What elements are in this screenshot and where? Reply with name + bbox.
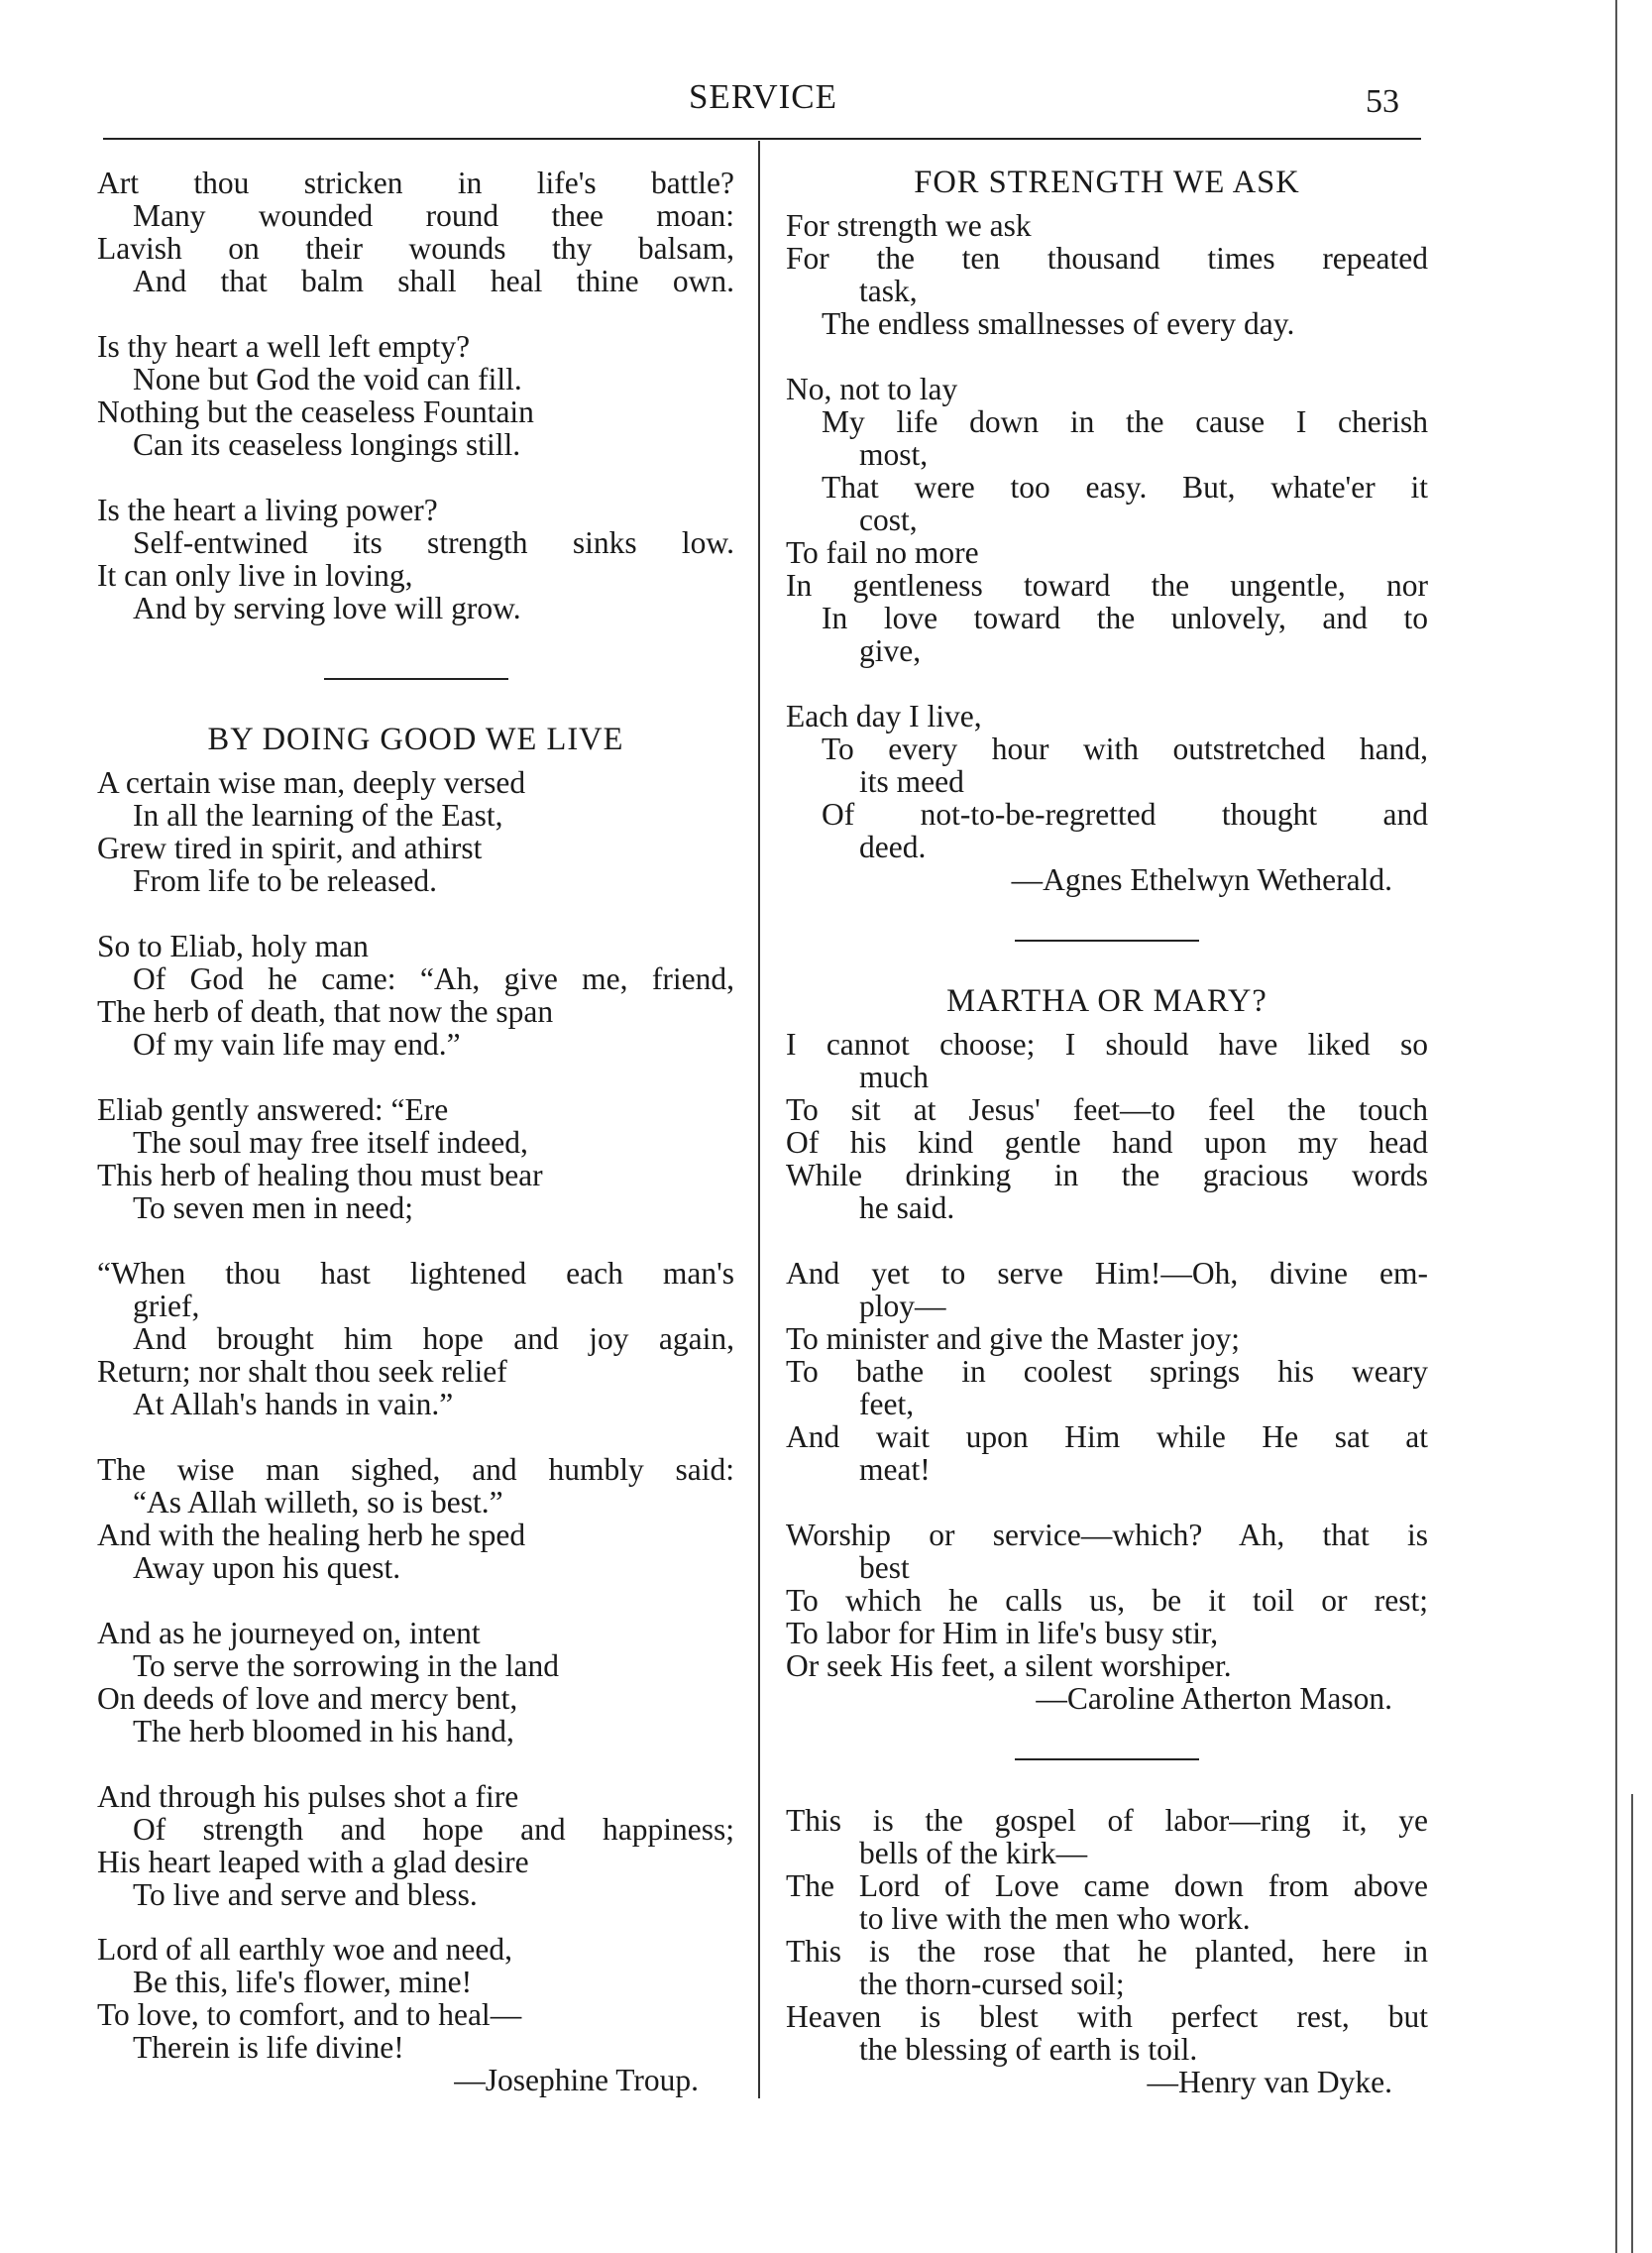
verse-line: To serve the sorrowing in the land: [133, 1648, 559, 1683]
verse-line: Eliab gently answered: “Ere: [97, 1092, 449, 1127]
stanza: [97, 330, 734, 461]
verse-line: meat!: [859, 1452, 931, 1487]
verse-line: And brought him hope and joy again,: [133, 1321, 734, 1356]
stanza: [97, 494, 734, 624]
verse-line: To which he calls us, be it toil or rest;: [786, 1583, 1428, 1618]
verse-line: And through his pulses shot a fire: [97, 1779, 519, 1814]
attribution: —Caroline Atherton Mason.: [1036, 1681, 1392, 1716]
verse-line: I cannot choose; I should have liked so: [786, 1027, 1428, 1062]
verse-line: Or seek His feet, a silent worshiper.: [786, 1648, 1232, 1683]
verse-line: Return; nor shalt thou seek relief: [97, 1354, 507, 1389]
verse-line: This herb of healing thou must bear: [97, 1158, 543, 1192]
verse-line: To seven men in need;: [133, 1190, 413, 1225]
page-edge-line: [1615, 0, 1617, 2253]
left-column: [97, 167, 734, 2096]
verse-line: The herb bloomed in his hand,: [133, 1714, 514, 1748]
verse-line: In love toward the unlovely, and to: [822, 601, 1428, 635]
verse-line: None but God the void can fill.: [133, 362, 522, 396]
verse-line: the thorn-cursed soil;: [859, 1967, 1125, 2001]
stanza: [97, 1780, 734, 1911]
verse-line: ploy—: [859, 1289, 946, 1323]
verse-line: Each day I live,: [786, 699, 982, 733]
verse-line: So to Eliab, holy man: [97, 929, 369, 963]
verse-line: On deeds of love and mercy bent,: [97, 1681, 518, 1716]
verse-line: Away upon his quest.: [133, 1550, 401, 1585]
verse-line: The soul may free itself indeed,: [133, 1125, 528, 1160]
stanza: [97, 167, 734, 297]
verse-line: Be this, life's flower, mine!: [133, 1965, 473, 1999]
verse-line: While drinking in the gracious words: [786, 1158, 1428, 1192]
verse-line: most,: [859, 437, 929, 472]
stanza: [786, 1519, 1428, 1682]
verse-line: And yet to serve Him!—Oh, divine em-: [786, 1256, 1428, 1291]
verse-line: “As Allah willeth, so is best.”: [133, 1485, 503, 1520]
poem-title: BY DOING GOOD WE LIVE: [207, 722, 624, 757]
poem-title: FOR STRENGTH WE ASK: [914, 165, 1300, 200]
verse-line: Art thou stricken in life's battle?: [97, 166, 734, 200]
verse-line: Is the heart a living power?: [97, 493, 438, 527]
verse-line: To every hour with outstretched hand,: [822, 732, 1428, 766]
verse-line: Grew tired in spirit, and athirst: [97, 831, 483, 865]
attribution: —Josephine Troup.: [454, 2063, 699, 2097]
verse-line: give,: [859, 633, 922, 668]
stanza: [97, 1617, 734, 1747]
verse-line: Is thy heart a well left empty?: [97, 329, 471, 364]
verse-line: Many wounded round thee moan:: [133, 198, 734, 233]
verse-line: The wise man sighed, and humbly said:: [97, 1452, 734, 1487]
verse-line: grief,: [133, 1289, 200, 1323]
verse-line: In gentleness toward the ungentle, nor: [786, 568, 1428, 603]
verse-line: A certain wise man, deeply versed: [97, 765, 526, 800]
stanza: [97, 1093, 734, 1224]
verse-line: And with the healing herb he sped: [97, 1518, 526, 1552]
verse-line: Worship or service—which? Ah, that is: [786, 1518, 1428, 1552]
verse-line: Of not-to-be-regretted thought and: [822, 797, 1428, 832]
column-divider: [758, 141, 760, 2098]
verse-line: Lord of all earthly woe and need,: [97, 1932, 512, 1967]
stanza: [786, 1028, 1428, 1224]
verse-line: Of his kind gentle hand upon my head: [786, 1125, 1428, 1160]
verse-line: deed.: [859, 830, 927, 864]
verse-line: And wait upon Him while He sat at: [786, 1419, 1428, 1454]
verse-line: “When thou hast lightened each man's: [97, 1256, 734, 1291]
verse-line: This is the rose that he planted, here in: [786, 1934, 1428, 1969]
verse-line: This is the gospel of labor—ring it, ye: [786, 1803, 1428, 1838]
poem-title: MARTHA OR MARY?: [946, 983, 1267, 1019]
verse-line: And by serving love will grow.: [133, 591, 521, 625]
verse-line: My life down in the cause I cherish: [822, 404, 1428, 439]
verse-line: task,: [859, 274, 918, 308]
verse-line: From life to be released.: [133, 863, 438, 898]
verse-line: Can its ceaseless longings still.: [133, 427, 521, 462]
verse-line: cost,: [859, 503, 918, 537]
stanza: [97, 766, 734, 897]
verse-line: best: [859, 1550, 910, 1585]
verse-line: Lavish on their wounds thy balsam,: [97, 231, 734, 266]
section-separator: [324, 678, 508, 680]
verse-line: its meed: [859, 764, 964, 799]
verse-line: feet,: [859, 1387, 915, 1421]
verse-line: Of strength and hope and happiness;: [133, 1812, 734, 1847]
verse-line: For the ten thousand times repeated: [786, 241, 1428, 276]
verse-line: to live with the men who work.: [859, 1901, 1251, 1936]
verse-line: Heaven is blest with perfect rest, but: [786, 1999, 1428, 2034]
verse-line: The Lord of Love came down from above: [786, 1868, 1428, 1903]
verse-line: At Allah's hands in vain.”: [133, 1387, 454, 1421]
verse-line: No, not to lay: [786, 372, 958, 406]
verse-line: much: [859, 1060, 929, 1094]
verse-line: His heart leaped with a glad desire: [97, 1845, 529, 1879]
verse-line: To bathe in coolest springs his weary: [786, 1354, 1428, 1389]
section-separator: [1015, 940, 1199, 942]
verse-line: That were too easy. But, whate'er it: [822, 470, 1428, 505]
attribution: —Henry van Dyke.: [1147, 2065, 1392, 2099]
verse-line: And that balm shall heal thine own.: [133, 264, 734, 298]
verse-line: To labor for Him in life's busy stir,: [786, 1616, 1219, 1650]
verse-line: Of my vain life may end.”: [133, 1027, 461, 1062]
stanza: [786, 700, 1428, 863]
stanza: [786, 373, 1428, 667]
verse-line: To love, to comfort, and to heal—: [97, 1997, 522, 2032]
verse-line: the blessing of earth is toil.: [859, 2032, 1198, 2067]
verse-line: To sit at Jesus' feet—to feel the touch: [786, 1092, 1428, 1127]
right-column: [786, 167, 1428, 2098]
page-number: 53: [1366, 83, 1399, 120]
verse-line: And as he journeyed on, intent: [97, 1616, 481, 1650]
verse-line: For strength we ask: [786, 208, 1032, 243]
verse-line: To live and serve and bless.: [133, 1877, 478, 1912]
running-title: SERVICE: [688, 77, 838, 116]
stanza: [786, 209, 1428, 340]
stanza: [786, 1804, 1428, 2066]
verse-line: Self-entwined its strength sinks low.: [133, 525, 734, 560]
header-rule: [103, 138, 1421, 140]
verse-line: In all the learning of the East,: [133, 798, 503, 833]
stanza: [97, 930, 734, 1061]
verse-line: The endless smallnesses of every day.: [822, 306, 1295, 341]
verse-line: he said.: [859, 1190, 955, 1225]
verse-line: Nothing but the ceaseless Fountain: [97, 394, 534, 429]
page-edge-line: [1631, 1794, 1633, 2253]
verse-line: Therein is life divine!: [133, 2030, 404, 2065]
verse-line: bells of the kirk—: [859, 1836, 1088, 1870]
verse-line: Of God he came: “Ah, give me, friend,: [133, 961, 734, 996]
verse-line: The herb of death, that now the span: [97, 994, 554, 1029]
stanza: [97, 1257, 734, 1420]
stanza: [786, 1257, 1428, 1486]
verse-line: To minister and give the Master joy;: [786, 1321, 1240, 1356]
stanza: [97, 1933, 734, 2064]
attribution: —Agnes Ethelwyn Wetherald.: [1011, 862, 1392, 897]
stanza: [97, 1453, 734, 1584]
section-separator: [1015, 1758, 1199, 1760]
verse-line: To fail no more: [786, 535, 979, 570]
verse-line: It can only live in loving,: [97, 558, 413, 593]
